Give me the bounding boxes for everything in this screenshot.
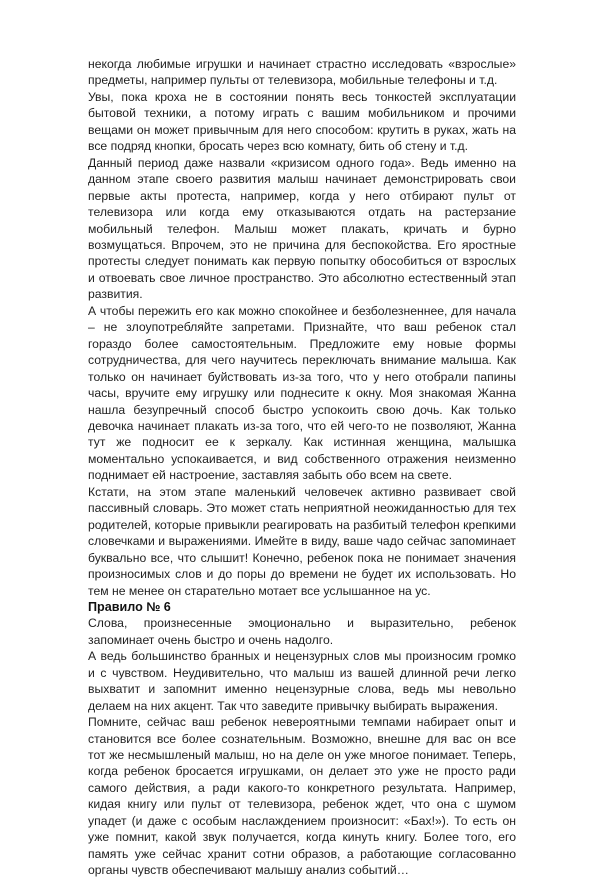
paragraph: некогда любимые игрушки и начинает страстно исследовать «взрослые» предметы, например пульты от телевизора, мобильные телефоны и т.д. <box>88 57 516 88</box>
section-heading: Правило № 6 <box>88 599 171 614</box>
paragraph: Кстати, на этом этапе маленький человечек активно развивает свой пассивный словарь. Это может стать неприятной неожиданностью для тех родителей, которые привыкли реагировать на разбитый телефон крепкими словечками и выражениями. Имейте в виду, ваше чадо сейчас запоминает буквально все, что слышит! Конечно, ребенок пока не понимает значения произносимых слов и до поры до времени не будет их использовать. Но тем не менее он старательно мотает все услышанное на ус. <box>88 484 516 598</box>
paragraph: Увы, пока кроха не в состоянии понять весь тонкостей эксплуатации бытовой техники, а потому играть с вашим мобильником и прочими вещами он может привычным для него способом: крутить в руках, жать на все подряд кнопки, бросать через всю комнату, бить об стену и т.д. <box>88 89 516 154</box>
paragraph: Помните, сейчас ваш ребенок невероятными темпами набирает опыт и становится все более сознательным. Возможно, внешне для вас он все тот же несмышленый малыш, но на деле он уже многое понимает. Теперь, когда ребенок бросается игрушками, он делает это уже не просто ради самого действия, а ради какого-то конкретного результата. Например, кидая книгу или пульт от телевизора, ребенок ждет, что она с шумом упадет (и даже с особым наслаждением произносит: «Бах!»). То есть он уже помнит, какой звук получается, когда кинуть книгу. Более того, его память уже сейчас хранит сотни образов, а работающие согласованно органы чувств обеспечивают малышу анализ событий… <box>88 715 516 878</box>
paragraph: А чтобы пережить его как можно спокойнее и безболезненнее, для начала – не злоупотребляйте запретами. Признайте, что ваш ребенок стал гораздо более самостоятельным. Предложите ему новые формы сотрудничества, для чего научитесь переключать внимание малыша. Как только он начинает буйствовать из-за того, что у него отобрали папины часы, вручите ему игрушку или поднесите к окну. Моя знакомая Жанна нашла безупречный способ быстро успокоить свою дочь. Как только девочка начинает плакать из-за того, что ей чего-то не позволяют, Жанна тут же подносит ее к зеркалу. Как истинная женщина, малышка моментально успокаивается, и вид собственного отражения неизменно поднимает ей настроение, заставляя забыть обо всем на свете. <box>88 303 516 483</box>
paragraph: А ведь большинство бранных и нецензурных слов мы произносим громко и с чувством. Неудивительно, что малыш из вашей длинной речи легко выхватит и запомнит именно нецензурные слова, ведь мы невольно делаем на них акцент. Так что заведите привычку выбирать выражения. <box>88 649 516 713</box>
paragraph: Слова, произнесенные эмоционально и выразительно, ребенок запоминает очень быстро и очень надолго. <box>88 616 516 647</box>
document-page <box>88 56 516 879</box>
paragraph: Данный период даже назвали «кризисом одного года». Ведь именно на данном этапе своего развития малыш начинает демонстрировать свои первые акты протеста, например, когда у него отбирают пульт от телевизора или когда ему отказываются отдать на растерзание мобильный телефон. Малыш может плакать, кричать и бурно возмущаться. Впрочем, это не причина для беспокойства. Его яростные протесты следует понимать как первую попытку обособиться от взрослых и отвоевать свое личное пространство. Это абсолютно естественный этап развития. <box>88 155 516 302</box>
